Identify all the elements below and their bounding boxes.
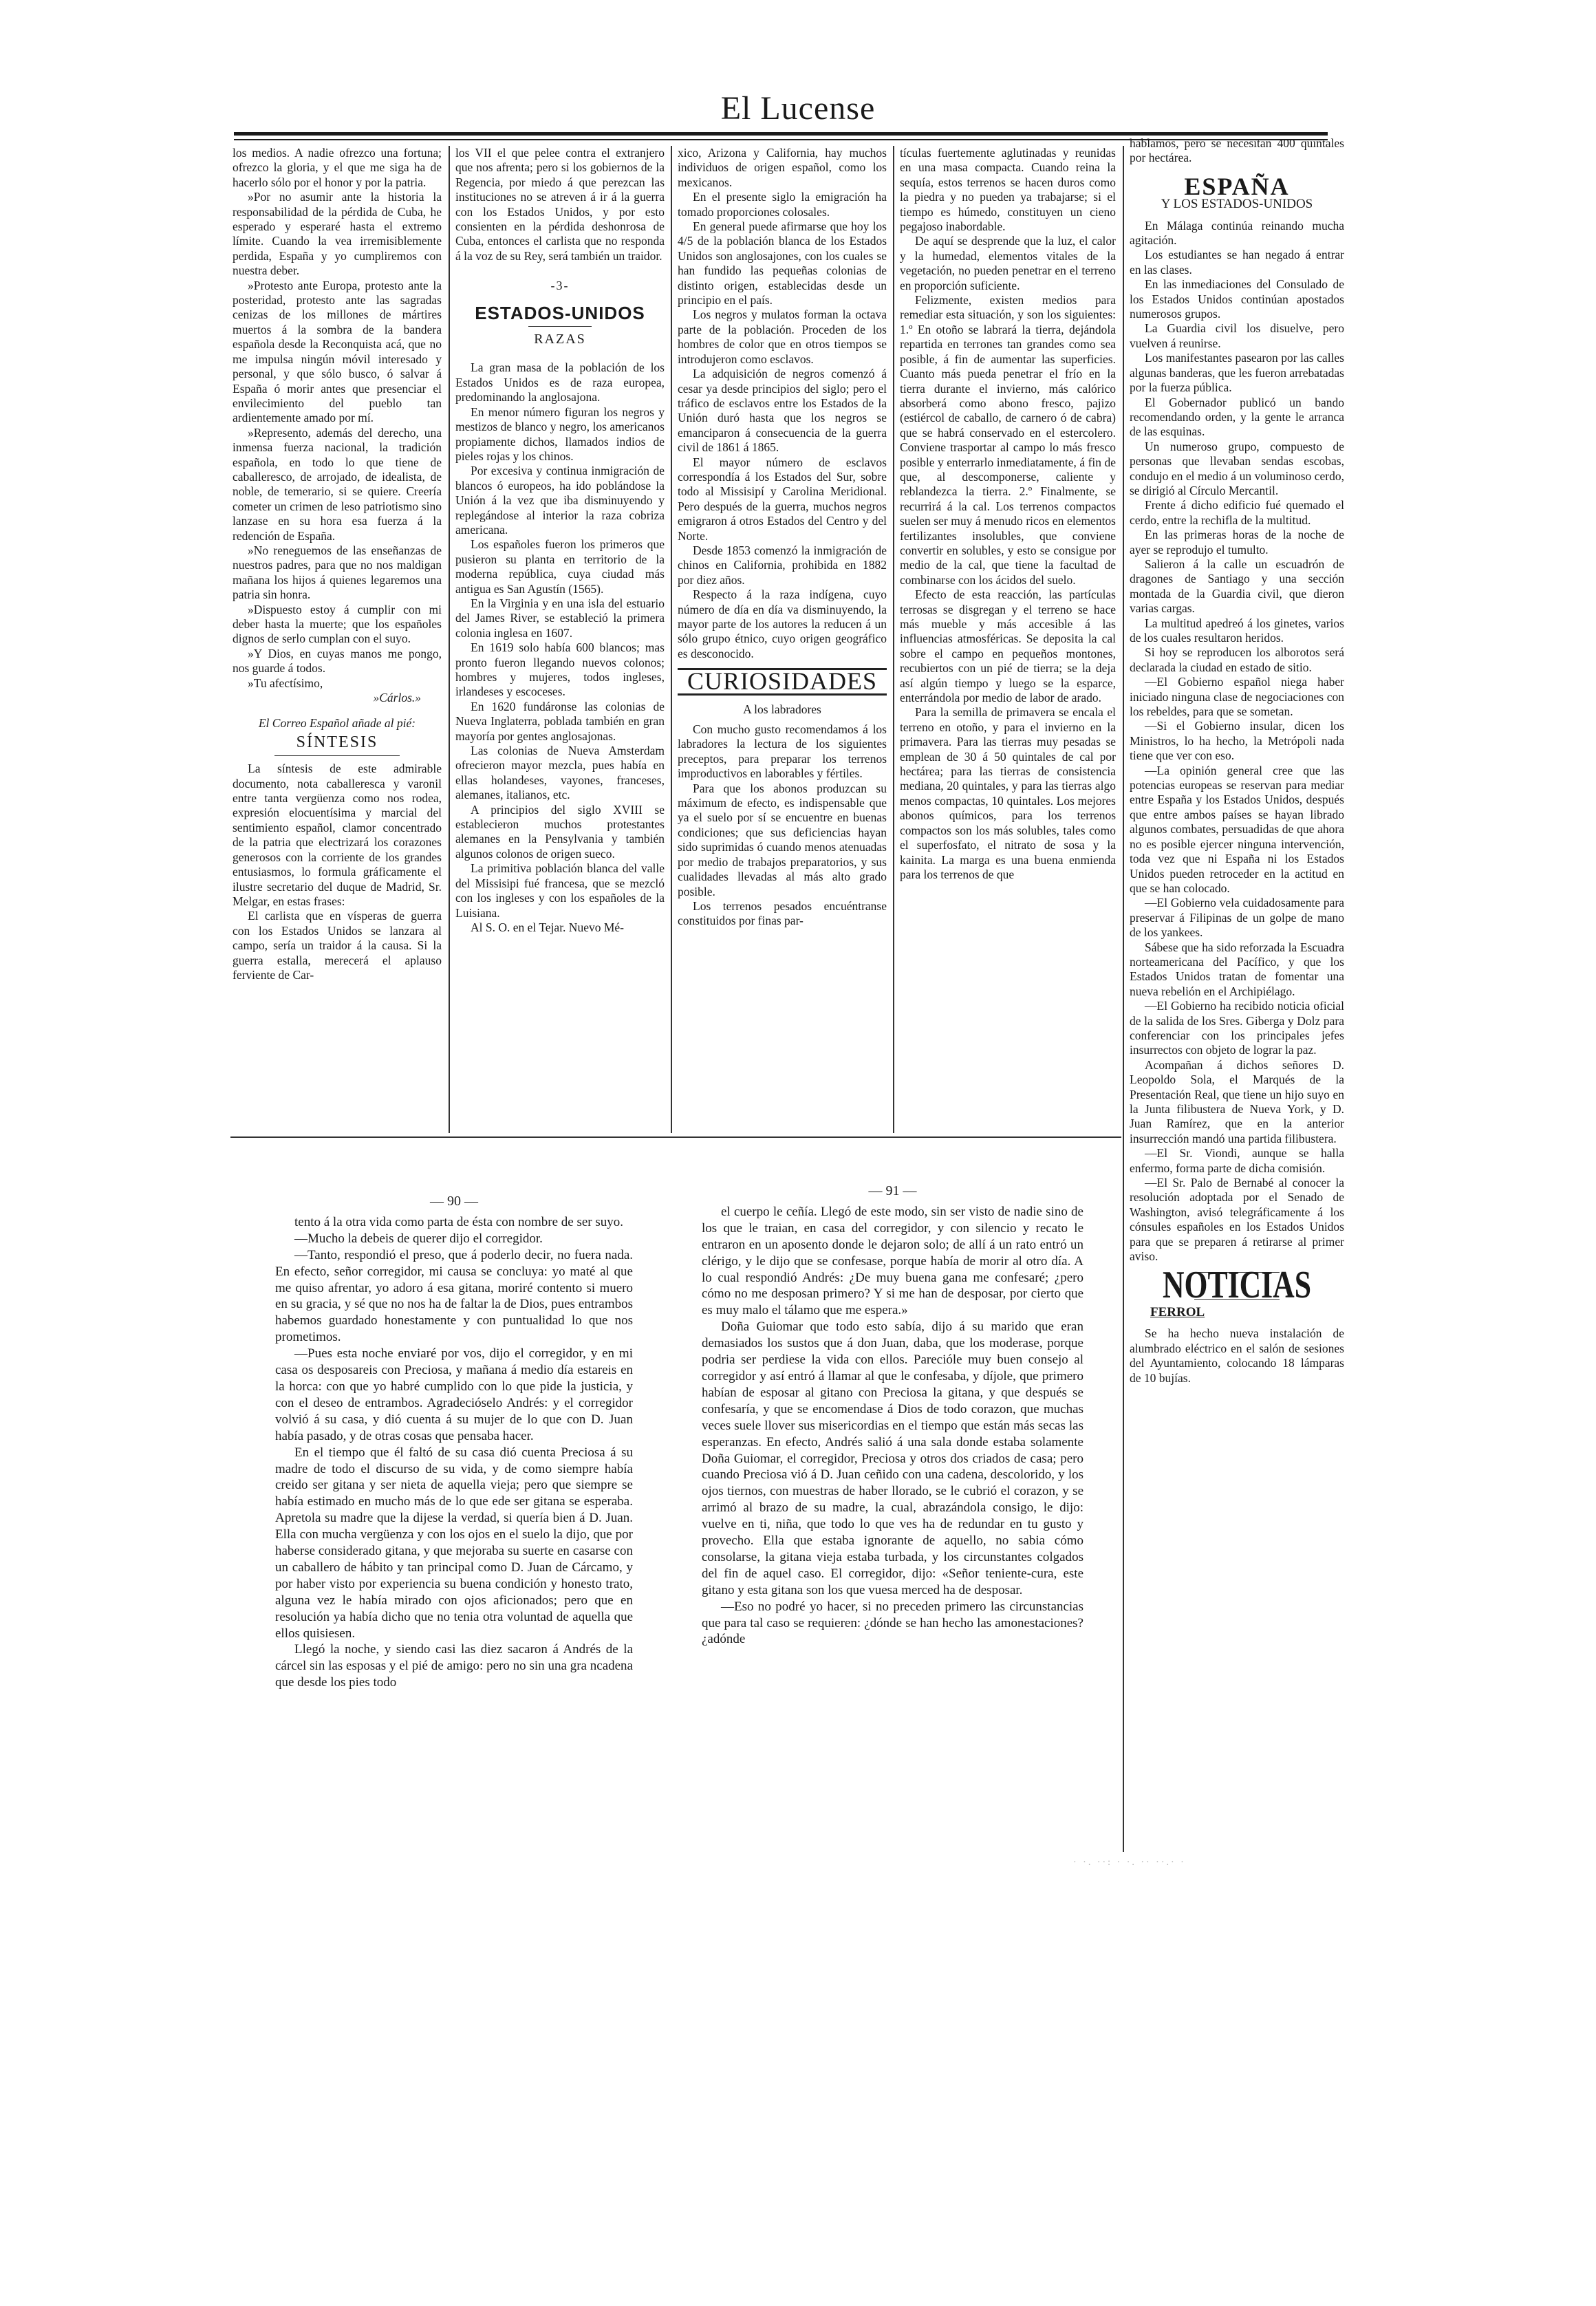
column-rule-3 (893, 146, 894, 1133)
column-5 (1130, 136, 1344, 1386)
col2-intro: los VII el que pelee contra el extranjero que nos afrenta; pero si los gobiernos de la Regencia, por miedo á que perezcan las instituciones no se atreven á ir á la guerra con los Estados Unidos, y por esto consienten en la pérdida deshonrosa de Cuba, entonces el carlista que no responda á la voz de su Rey, será también un traidor. (455, 146, 665, 263)
book-left-para: En el tiempo que él faltó de su casa dió cuenta Preciosa á su madre de todo el discurso de su vida, y de como siempre había creido ser gitana y ser nieta de aquella vieja; pero que siempre se había estimado en mucho más de lo que ede ser gitana se esperaba. Apretola su madre que la dijese la verdad, si quería bien á D. Juan. Ella con mucha vergüenza y con los ojos en el suelo la dijo, que por haberse considerado gitana, y que mejoraba su suerte en casarse con un caballero de hábito y tan principal como D. Juan de Cárcamo, y por haber visto por experiencia su buena condición y honesto trato, alguna vez le había mirado con ojos aficionados; pero que en resolución ya había dicho que no tenia otra voluntad de aquella que ellos quisiesen. (275, 1445, 633, 1641)
col3-para: En general puede afirmarse que hoy los 4/5 de la población blanca de los Estados Unidos son anglosajones, con los cuales se han fundido las pequeñas colonias de distinto origen, establecidas desde un principio en el país. (678, 219, 887, 308)
page-number-right: — 91 — (868, 1183, 917, 1198)
col1-sintesis-para: El carlista que en vísperas de guerra con los Estados Unidos se lanzara al campo, sería un traidor á la causa. Si la guerra estalla, merecerá el aplauso ferviente de Car- (233, 909, 442, 982)
col4-para: Para la semilla de primavera se encala el terreno en otoño, y para el invierno en la primavera. Para las tierras muy pesadas se emplean de 30 á 50 quintales de cal por hectárea; para las tierras de consistencia mediana, 20 quintales, y para las tierras algo menos compactas, 10 quintales. Los mejores abonos químicos, para los terrenos compactos son los más solubles, tales como el superfosfato, el nitrato de sosa y la kainita. La marga es una buena enmienda para los terrenos de que (900, 705, 1116, 881)
col4-para: De aquí se desprende que la luz, el calor y la humedad, elementos vitales de la vegetación, no pueden penetrar en el terreno en proporción suficiente. (900, 234, 1116, 292)
col1-para: »Por no asumir ante la historia la responsabilidad de la pérdida de Cuba, he esperado y esperaré hasta el extremo límite. Cuando la vea irremisiblemente perdida, España y yo cumpliremos con nuestra deber. (233, 190, 442, 278)
col1-para: »Dispuesto estoy á cumplir con mi deber hasta la muerte; que los españoles dignos de serlo cumplan con el suyo. (233, 602, 442, 646)
razas-subtitle: RAZAS (534, 332, 586, 347)
col2-para: A principios del siglo XVIII se establecieron muchos protestantes alemanes en la Pensylvania y también algunos colonos de origen sueco. (455, 802, 665, 861)
curiosidades-subtitle: A los labradores (743, 702, 821, 716)
section-divider (230, 1136, 1121, 1138)
signature: »Cárlos.» (373, 691, 421, 705)
sintesis-title: SÍNTESIS (296, 733, 378, 751)
column-4 (900, 146, 1116, 882)
book-right-para: el cuerpo le ceñía. Llegó de este modo, sin ser visto de nadie sino de los que le traian, en casa del corregidor, y con silencio y recato le entraron en un aposento donde le dejaron solo; de allí á un rato entró un clérigo, y le dijo que se confesase, porque había de morir al otro día. A lo cual respondió Andrés: ¿De muy buena gana me confesaré; ¿pero cómo no me desposan primero? Y si me han de desposar, por cierto que es muy malo el tálamo que me espera.» (702, 1204, 1083, 1318)
col5-para: —Si el Gobierno insular, dicen los Ministros, lo ha hecho, la Metrópoli nada tiene que ver con eso. (1130, 719, 1344, 763)
col1-para: »Y Dios, en cuyas manos me pongo, nos guarde á todos. (233, 646, 442, 676)
correo-note: El Correo Español añade al pié: (258, 716, 416, 731)
col3-para: Respecto á la raza indígena, cuyo número de día en día va disminuyendo, la mayor parte de los autores la reducen á un sólo grupo étnico, cuyo origen geográfico es desconocido. (678, 588, 887, 660)
col5-para: Sábese que ha sido reforzada la Escuadra norteamericana del Pacífico, y que los Estados Unidos tratan de fomentar una nueva rebelión en el Archipiélago. (1130, 940, 1344, 998)
col5-para: Salieron á la calle un escuadrón de dragones de Santiago y una sección montada de la Guardia civil, que dieron varias cargas. (1130, 557, 1344, 616)
col4-para: Felizmente, existen medios para remediar esta situación, y son los siguientes: 1.º En otoño se labrará la tierra, dejándola repartida en terrones tan grandes como sea posible, á fin de aumentar las superficies. Cuanto más pueda penetrar el frío en la tierra durante el invierno, más calórico absorberá como abono fresco, pajizo (estiércol de caballo, de carnero ó de cabra) que se habrá conservado en el estercolero. Conviene trasportar al campo lo más fresco posible y enterrarlo inmediatamente, á fin de que, al descomponerse, caliente y reblandezca la tierra. 2.º Finalmente, se recurrirá á la cal. Los terrenos compactos suelen ser muy á menudo ricos en elementos fertilizantes insolubles, que conviene convertir en solubles, y esto se consigue por medio de la cal, que tiene la facultad de combinarse con los ácidos del suelo. (900, 293, 1116, 587)
col3-para: La adquisición de negros comenzó á cesar ya desde principios del siglo; pero el tráfico de esclavos entre los Estados de la Unión duró hasta que los negros se emanciparon á consecuencia de la guerra civil de 1861 á 1865. (678, 367, 887, 455)
col5-para: En Málaga continúa reinando mucha agitación. (1130, 218, 1344, 248)
book-page-left (275, 1194, 633, 1691)
col5-para: Los manifestantes pasearon por las calles algunas banderas, que les fueron arrebatadas por la fuerza pública. (1130, 351, 1344, 395)
scan-specks: · ·. ··: · ·. ·· ··.· · (1073, 1857, 1186, 1868)
noticias-title: NOTICIAS (1162, 1264, 1312, 1307)
ferrol-title: FERROL (1150, 1304, 1205, 1319)
col2-para: En 1620 fundáronse las colonias de Nueva Inglaterra, poblada también en gran mayoría por gentes anglosajonas. (455, 699, 665, 743)
espana-title: ESPAÑA (1184, 172, 1290, 200)
col4-para: tículas fuertemente aglutinadas y reunidas en una masa compacta. Cuando reina la sequía, estos terrenos se hacen duros como la piedra y no pueden ya trabajarse; si el tiempo es húmedo, constituyen un cieno pegajoso inabordable. (900, 146, 1116, 234)
col2-para: Los españoles fueron los primeros que pusieron su planta en territorio de la moderna república, cuya ciudad más antigua es San Agustín (1565). (455, 537, 665, 596)
col1-para: »Tu afectísimo, (248, 676, 323, 690)
col5-para: En las inmediaciones del Consulado de los Estados Unidos continúan apostados numerosos grupos. (1130, 277, 1344, 321)
col3-para: El mayor número de esclavos correspondía á los Estados del Sur, sobre todo al Missisipí y Carolina Meridional. Pero después de la guerra, muchos negros emigraron á otros Estados del Centro y del Norte. (678, 455, 887, 543)
col3-para: Desde 1853 comenzó la inmigración de chinos en California, prohibida en 1882 por diez años. (678, 543, 887, 587)
col5-para: Los estudiantes se han negado á entrar en las clases. (1130, 248, 1344, 277)
col5-para: El Gobernador publicó un bando recomendando orden, y la gente le arranca de las esquinas. (1130, 395, 1344, 439)
col2-para: En 1619 solo había 600 blancos; mas pronto fueron llegando nuevos colonos; hombres y mujeres, todos ingleses, irlandeses y escoceses. (455, 640, 665, 699)
col5-para: —El Sr. Viondi, aunque se halla enfermo, forma parte de dicha comisión. (1130, 1146, 1344, 1175)
col1-para: los medios. A nadie ofrezco una fortuna; ofrezco la gloria, y el que me siga ha de hacerlo sólo por el honor y por la patria. (233, 146, 442, 189)
col5-para: —La opinión general cree que las potencias europeas se reservan para mediar entre España y los Estados Unidos, después que entre ambos países se hayan librado algunos combates, persuadidas de que ahora no es posible ejercer ninguna intervención, toda vez que ni España ni los Estados Unidos pueden retroceder en la actitud en que se han colocado. (1130, 763, 1344, 895)
col1-para: »Protesto ante Europa, protesto ante la posteridad, protesto ante las sagradas cenizas de los millones de mártires muertos á la sombra de la bandera española desde la Reconquista acá, que no me impulsa ningún móvil interesado y personal, y que sólo busco, ó salvar á España ó morir antes que presenciar el envilecimiento del pueblo tan ardientemente amado por mí. (233, 278, 442, 425)
column-2 (455, 146, 665, 935)
col1-para: »Represento, además del derecho, una inmensa fuerza nacional, la tradición española, en todo lo que tiene de caballeresco, de arrojado, de idealista, de noble, de temerario, si se quiere. Creería cometer un crimen de leso patriotismo sino lanzase en su hora esa fuerza á la redención de España. (233, 425, 442, 543)
col5-para: —El Sr. Palo de Bernabé al conocer la resolución adoptada por el Senado de Washington, avisó telegráficamente á los cónsules españoles en los Estados Unidos para que se preparen á retirarse al primer aviso. (1130, 1176, 1344, 1264)
col1-para: »No reneguemos de las enseñanzas de nuestros padres, para que no nos maldigan mañana los hijos á quienes legaremos una patria sin honra. (233, 543, 442, 602)
col5-para: —El Gobierno español niega haber iniciado ninguna clase de negociaciones con los rebeldes, para que se sometan. (1130, 675, 1344, 719)
col5-para: En las primeras horas de la noche de ayer se reprodujo el tumulto. (1130, 528, 1344, 557)
book-right-para: Doña Guiomar que todo esto sabía, dijo á su marido que eran demasiados los sustos que á don Juan, daba, que los moderase, porque podria ser perdiese la vida con ellos. Parecióle muy buen consejo al corregidor y así entró á llamar al que le confesaba, y díjole, que primero habían de esposar al gitano con Preciosa la gitana, y que después se confesaría, y que se encomendase á Dios de todo corazon, que muchas veces suele llover sus misericordias en el tiempo que están más secas las esperanzas. En efecto, Andrés salió á una sala donde estaba solamente Doña Guiomar, el corregidor, Preciosa y otros dos criados de casa; pero cuando Preciosa vió á D. Juan ceñido con una cadena, descolorido, y los ojos tiernos, con muestras de haber llorado, se le cubrió el corazon, y se arrimó al brazo de su madre, la cual, abrazándola consigo, le dijo: vuelve en ti, niña, que todo lo que ves ha de redundar en tu gusto y provecho. Ella que estaba ignorante de aquello, no sabia cómo consolarse, la gitana vieja estaba turbada, y los circunstantes colgados del fin de aquel caso. El corregidor, dijo: «Señor teniente-cura, este gitano y esta gitana son los que vuesa merced ha de desposar. (702, 1319, 1083, 1597)
col2-para: La gran masa de la población de los Estados Unidos es de raza europea, predominando la anglosajona. (455, 360, 665, 405)
book-left-para: —Mucho la debeis de querer dijo el corregidor. (294, 1231, 543, 1246)
col3-box-para: Los terrenos pesados encuéntranse constituidos por finas par- (678, 898, 887, 928)
col3-para: xico, Arizona y California, hay muchos individuos de origen español, como los mexicanos. (678, 146, 887, 189)
column-rule-4 (1123, 146, 1124, 1852)
col3-para: Los negros y mulatos forman la octava parte de la población. Proceden de los hombres de color que en otros tiempos se introdujeron como esclavos. (678, 308, 887, 366)
col4-para: Efecto de esta reacción, las partículas terrosas se disgregan y el terreno se hace más mueble y más accesible á las influencias atmosféricas. Se deposita la cal sobre el campo en pequeños montones, recubiertos con un pié de tierra; se la deja así algún tiempo y luego se la esparce, enterrándola por medio de labor de arado. (900, 588, 1116, 705)
col5-para: Si hoy se reproducen los alborotos será declarada la ciudad en estado de sitio. (1130, 645, 1344, 674)
column-1 (233, 146, 442, 982)
masthead: El Lucense (720, 90, 876, 127)
col1-sintesis-para: La síntesis de este admirable documento, nota caballeresca y varonil entre tanta vergüenza como nos rodea, expresión elocuentísima y marcial del sentimiento español, clamor concentrado de la patria que electrizará los corazones generosos con la corriente de los grandes entusiasmos, lo formula gráficamente el ilustre secretario del duque de Madrid, Sr. Melgar, en estas frases: (233, 762, 442, 908)
sintesis-rule (274, 755, 400, 756)
book-left-para: —Pues esta noche enviaré por vos, dijo el corregidor, y en mi casa os desposareis con Preciosa, y mañana á medio día estareis en la horca: con que yo habré cumplido con lo que pide la justicia, y con el deseo de entrambos. Agradecióselo Andrés: y el corregidor volvió á su casa, y dió cuenta á su mujer de lo que con D. Juan había pasado, y de otras cosas que pensaba hacer. (275, 1346, 633, 1443)
col3-box-para: Para que los abonos produzcan su máximum de efecto, es indispensable que ya el suelo por sí se encuentre en buenas condiciones; que sus deficiencias hayan sido suprimidas ó cuando menos atenuadas por medio de trabajos preparatorios, y sus cualidades llevadas al más alto grado posible. (678, 781, 887, 898)
page-number-left: — 90 — (430, 1194, 478, 1209)
curiosidades-box (678, 668, 887, 695)
col2-para: Las colonias de Nueva Amsterdam ofrecieron mayor mezcla, pues había en ellas holandeses, vayones, franceses, alemanes, italianos, etc. (455, 744, 665, 802)
ornament: -3- (550, 279, 570, 293)
col2-para: Por excesiva y continua inmigración de blancos ó europeos, ha ido poblándose la Unión á la vez que iba disminuyendo y replegándose al interior la raza cobriza americana. (455, 464, 665, 537)
col2-para: En menor número figuran los negros y mestizos de blanco y negro, los americanos propiamente dichos, llamados indios de pieles rojas y los chinos. (455, 405, 665, 463)
book-right-para: —Eso no podré yo hacer, si no preceden primero las circunstancias que para tal caso se requieren: ¿dónde se han hecho las amonestaciones? ¿adónde (702, 1599, 1083, 1647)
col5-para: —El Gobierno ha recibido noticia oficial de la salida de los Sres. Giberga y Dolz para conferenciar con los principales jefes insurrectos con objeto de lograr la paz. (1130, 999, 1344, 1057)
espana-subtitle: Y LOS ESTADOS-UNIDOS (1161, 197, 1313, 212)
col2-para: Al S. O. en el Tejar. Nuevo Mé- (471, 920, 624, 934)
col5-para: Un numeroso grupo, compuesto de personas que llevaban sendas escobas, condujo en el medio á un voluminoso cerdo, se dirigió al Círculo Mercantil. (1130, 439, 1344, 497)
book-left-para: Llegó la noche, y siendo casi las diez sacaron á Andrés de la cárcel sin las esposas y el pié de amigo: pero no sin una gra ncadena que desde los pies todo (275, 1642, 633, 1690)
curiosidades-title: CURIOSIDADES (687, 667, 878, 696)
col5-para: —El Gobierno vela cuidadosamente para preservar á Filipinas de un golpe de mano de los yankees. (1130, 896, 1344, 940)
book-left-para: —Tanto, respondió el preso, que á poderlo decir, no fuera nada. En efecto, señor corregidor, mi causa se concluya: yo maté al que me quiso afrentar, yo adoro á esa gitana, moriré contento si muero en su gracia, y sé que no nos ha de faltar la de Dios, pues entrambos habemos guardado honestamente y con puntualidad lo que nos prometimos. (275, 1247, 633, 1345)
book-left-para: tento á la otra vida como parta de ésta con nombre de ser suyo. (294, 1214, 623, 1229)
column-rule-2 (671, 146, 672, 1133)
col3-box-para: Con mucho gusto recomendamos á los labradores la lectura de los siguientes preceptos, para preparar los terrenos improductivos en laborables y fértiles. (678, 722, 887, 781)
col5-para: La Guardia civil los disuelve, pero vuelven á reunirse. (1130, 321, 1344, 350)
col2-para: La primitiva población blanca del valle del Missisipi fué francesa, que se mezcló con los ingleses y con los españoles de la Luisiana. (455, 861, 665, 920)
estados-unidos-title: ESTADOS-UNIDOS (475, 302, 645, 323)
col5-para: Frente á dicho edificio fué quemado el cerdo, entre la rechifla de la multitud. (1130, 498, 1344, 527)
col3-para: En el presente siglo la emigración ha tomado proporciones colosales. (678, 190, 887, 219)
masthead-rule-thick (234, 132, 1328, 136)
col5-para: Acompañan á dichos señores D. Leopoldo Sola, el Marqués de la Presentación Real, que tiene un hijo suyo en la Junta filibustera de Nueva York, y D. Juan Ramírez, que en la anterior insurrección mandó una partida filibustera. (1130, 1057, 1344, 1145)
col2-para: En la Virginia y en una isla del estuario del James River, se estableció la primera colonia inglesa en 1607. (455, 596, 665, 640)
book-page-right (702, 1183, 1083, 1648)
col5-intro: hablamos, pero se necesitan 400 quintales por hectárea. (1130, 136, 1344, 165)
estados-unidos-rule (528, 326, 591, 327)
ferrol-para: Se ha hecho nueva instalación de alumbrado eléctrico en el salón de sesiones del Ayuntamiento, colocando 18 lámparas de 10 bujías. (1130, 1326, 1344, 1385)
col5-para: La multitud apedreó á los ginetes, varios de los cuales resultaron heridos. (1130, 616, 1344, 645)
column-3 (678, 146, 887, 929)
column-rule-1 (449, 146, 450, 1133)
